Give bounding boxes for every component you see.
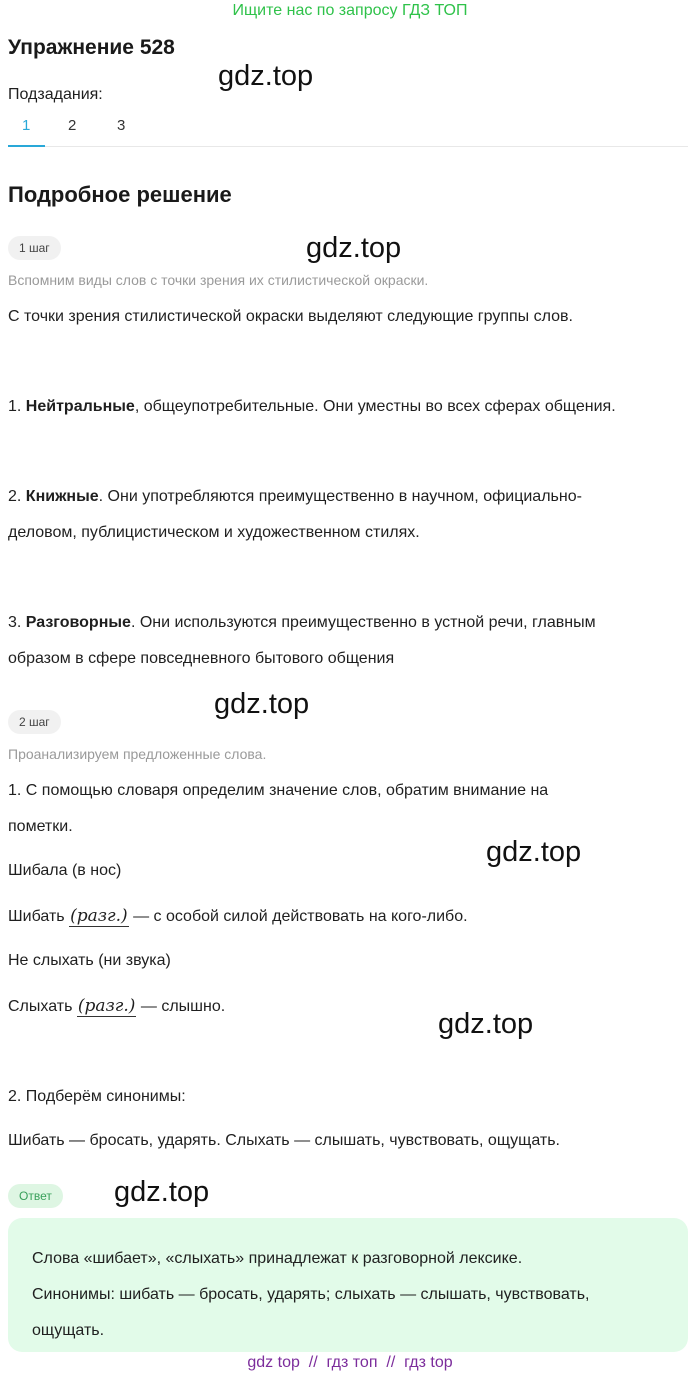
active-tab-indicator <box>8 145 45 147</box>
subtasks-label: Подзадания: <box>8 86 103 103</box>
answer-badge: Ответ <box>8 1184 63 1208</box>
watermark: gdz.top <box>306 232 402 264</box>
headword: Шибать <box>8 908 65 925</box>
item-text: . Они используются преимущественно в устной речи, главным <box>130 614 596 631</box>
item-term: Книжные <box>25 488 99 505</box>
answer-line-1: Слова «шибает», «слыхать» принадлежат к разговорной лексике. <box>32 1250 523 1267</box>
footer-links: gdz top // гдз топ // гдз top <box>247 1354 453 1371</box>
answer-line-3: ощущать. <box>32 1322 105 1339</box>
watermark: gdz.top <box>486 836 582 868</box>
word-definition-2 <box>8 996 225 1016</box>
synonyms-line: Шибать — бросать, ударять. Слыхать — слышать, чувствовать, ощущать. <box>8 1132 560 1149</box>
exercise-title: Упражнение 528 <box>8 36 175 59</box>
tab-subtask-3[interactable]: 3 <box>117 117 126 134</box>
watermark: gdz.top <box>218 60 314 92</box>
watermark: gdz.top <box>114 1176 210 1208</box>
tab-subtask-2[interactable]: 2 <box>68 117 77 134</box>
step2-para2: 2. Подберём синонимы: <box>8 1088 186 1105</box>
list-item-colloquial <box>8 614 596 632</box>
list-item-neutral <box>8 398 616 416</box>
word-phrase-1: Шибала (в нос) <box>8 862 122 879</box>
headword: Слыхать <box>8 998 73 1015</box>
answer-line-2: Синонимы: шибать — бросать, ударять; слыхать — слышать, чувствовать, <box>32 1286 590 1303</box>
word-phrase-2: Не слыхать (ни звука) <box>8 952 171 969</box>
item-term: Нейтральные <box>25 398 135 415</box>
list-item-bookish <box>8 488 582 506</box>
step2-para1: 1. С помощью словаря определим значение слов, обратим внимание на <box>8 782 549 799</box>
definition-text: — с особой силой действовать на кого-либо. <box>128 908 468 925</box>
tab-subtask-1[interactable]: 1 <box>22 117 31 134</box>
section-title: Подробное решение <box>8 182 232 207</box>
usage-mark: (разг.) <box>77 996 136 1016</box>
step1-intro: С точки зрения стилистической окраски выделяют следующие группы слов. <box>8 308 573 325</box>
item-number: 2. <box>8 488 22 505</box>
answer-box <box>8 1218 688 1352</box>
definition-text: — слышно. <box>136 998 226 1015</box>
list-item-colloquial-cont: образом в сфере повседневного бытового общения <box>8 650 395 667</box>
item-text: , общеупотребительные. Они уместны во всех сферах общения. <box>134 398 616 415</box>
usage-mark: (разг.) <box>70 906 128 926</box>
item-number: 1. <box>8 398 22 415</box>
item-text: . Они употребляются преимущественно в научном, официально- <box>98 488 582 505</box>
step1-hint: Вспомним виды слов с точки зрения их стилистической окраски. <box>8 272 429 288</box>
top-banner: Ищите нас по запросу ГДЗ ТОП <box>232 2 468 19</box>
step2-para1-cont: пометки. <box>8 818 73 835</box>
item-term: Разговорные <box>25 614 131 631</box>
list-item-bookish-cont: деловом, публицистическом и художественном стилях. <box>8 524 420 541</box>
word-definition-1 <box>8 906 468 926</box>
watermark: gdz.top <box>214 688 310 720</box>
item-number: 3. <box>8 614 22 631</box>
tabs-divider <box>8 146 688 147</box>
step-badge-1: 1 шаг <box>8 236 61 260</box>
watermark: gdz.top <box>438 1008 534 1040</box>
step-badge-2: 2 шаг <box>8 710 61 734</box>
step2-hint: Проанализируем предложенные слова. <box>8 746 267 762</box>
